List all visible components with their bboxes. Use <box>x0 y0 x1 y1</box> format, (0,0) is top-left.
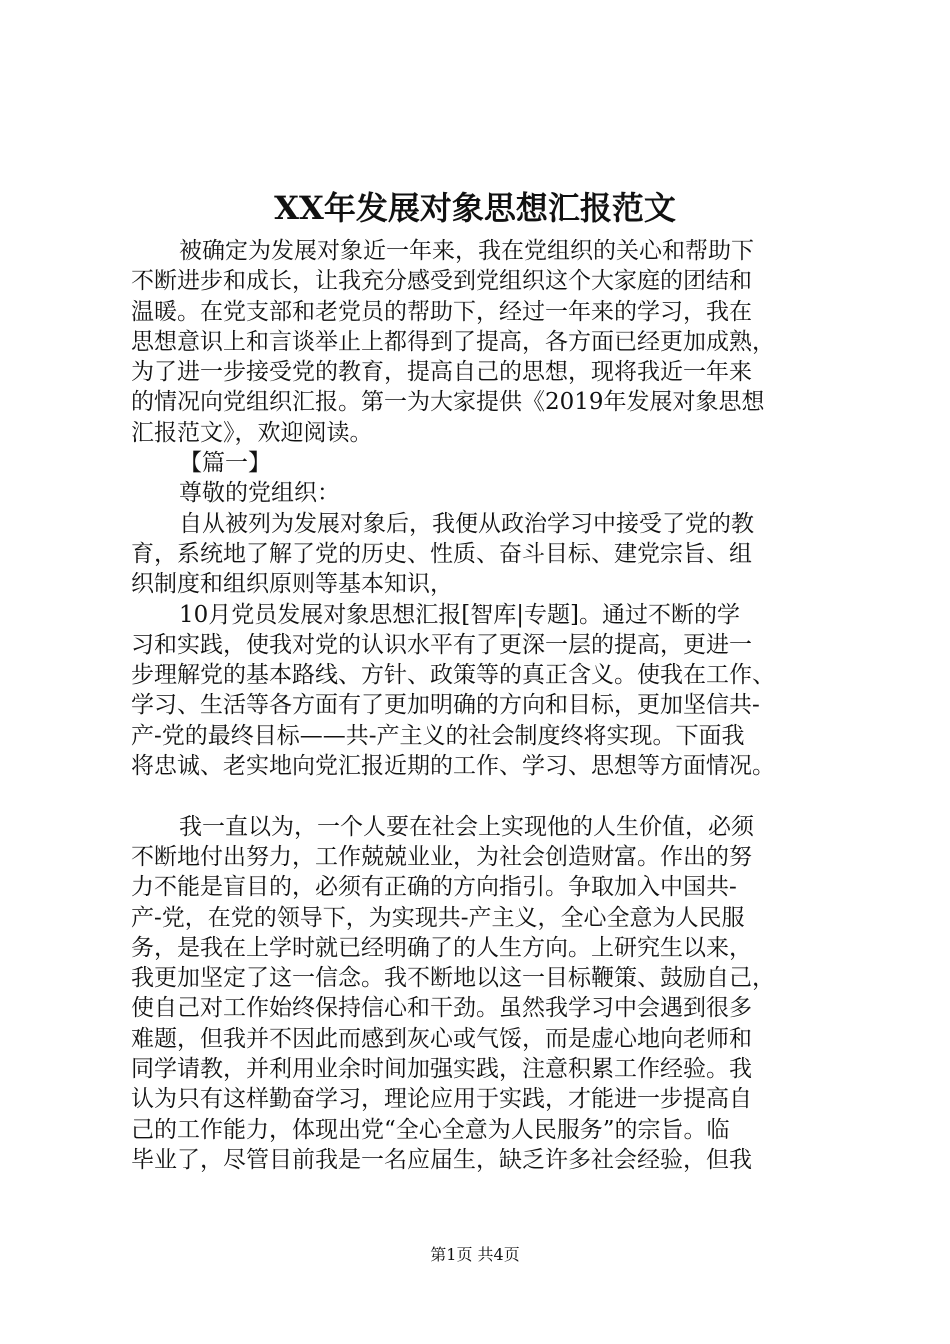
text-line: 难题，但我并不因此而感到灰心或气馁，而是虚心地向老师和 <box>131 1025 752 1052</box>
text-line: 育，系统地了解了党的历史、性质、奋斗目标、建党宗旨、组 <box>131 540 752 567</box>
text-line: 认为只有这样勤奋学习，理论应用于实践，才能进一步提高自 <box>131 1086 752 1113</box>
text-line: 的情况向党组织汇报。第一为大家提供《2019年发展对象思想 <box>131 389 765 416</box>
text-line: 产-党，在党的领导下，为实现共-产主义，全心全意为人民服 <box>131 904 745 931</box>
text-line: 学习、生活等各方面有了更加明确的方向和目标，更加坚信共- <box>131 692 760 719</box>
text-line: 毕业了，尽管目前我是一名应届生，缺乏许多社会经验，但我 <box>131 1146 752 1173</box>
document-title: XX年发展对象思想汇报范文 <box>274 189 676 227</box>
text-line: 己的工作能力，体现出党“全心全意为人民服务”的宗旨。临 <box>131 1116 730 1143</box>
text-line: 【篇一】 <box>179 450 271 477</box>
text-line: 思想意识上和言谈举止上都得到了提高，各方面已经更加成熟， <box>131 328 775 355</box>
page-footer: 第1页 共4页 <box>430 1245 520 1264</box>
text-line: 不断地付出努力，工作兢兢业业，为社会创造财富。作出的努 <box>131 843 752 870</box>
blank-line <box>131 781 841 811</box>
text-line: 10月党员发展对象思想汇报[智库|专题]。通过不断的学 <box>179 601 740 628</box>
text-line: 我一直以为，一个人要在社会上实现他的人生价值，必须 <box>179 813 754 840</box>
text-line: 同学请教，并利用业余时间加强实践，注意积累工作经验。我 <box>131 1056 752 1083</box>
text-line: 我更加坚定了这一信念。我不断地以这一目标鞭策、鼓励自己， <box>131 965 775 992</box>
text-line: 习和实践，使我对党的认识水平有了更深一层的提高，更进一 <box>131 631 752 658</box>
text-line: 温暖。在党支部和老党员的帮助下，经过一年来的学习，我在 <box>131 298 752 325</box>
document-body <box>131 236 841 1175</box>
text-line: 将忠诚、老实地向党汇报近期的工作、学习、思想等方面情况。 <box>131 753 775 780</box>
text-line: 自从被列为发展对象后，我便从政治学习中接受了党的教 <box>179 510 754 537</box>
text-line: 为了进一步接受党的教育，提高自己的思想，现将我近一年来 <box>131 359 752 386</box>
text-line: 力不能是盲目的，必须有正确的方向指引。争取加入中国共- <box>131 874 737 901</box>
text-line: 被确定为发展对象近一年来，我在党组织的关心和帮助下 <box>179 238 754 264</box>
text-line: 尊敬的党组织： <box>179 480 340 507</box>
text-line: 产-党的最终目标——共-产主义的社会制度终将实现。下面我 <box>131 722 745 749</box>
text-line: 务，是我在上学时就已经明确了的人生方向。上研究生以来， <box>131 934 752 961</box>
text-line: 步理解党的基本路线、方针、政策等的真正含义。使我在工作、 <box>131 662 775 689</box>
text-line: 汇报范文》，欢迎阅读。 <box>131 419 373 446</box>
text-line: 织制度和组织原则等基本知识， <box>131 571 453 598</box>
text-line: 使自己对工作始终保持信心和干劲。虽然我学习中会遇到很多 <box>131 995 752 1022</box>
text-line: 不断进步和成长，让我充分感受到党组织这个大家庭的团结和 <box>131 268 752 295</box>
